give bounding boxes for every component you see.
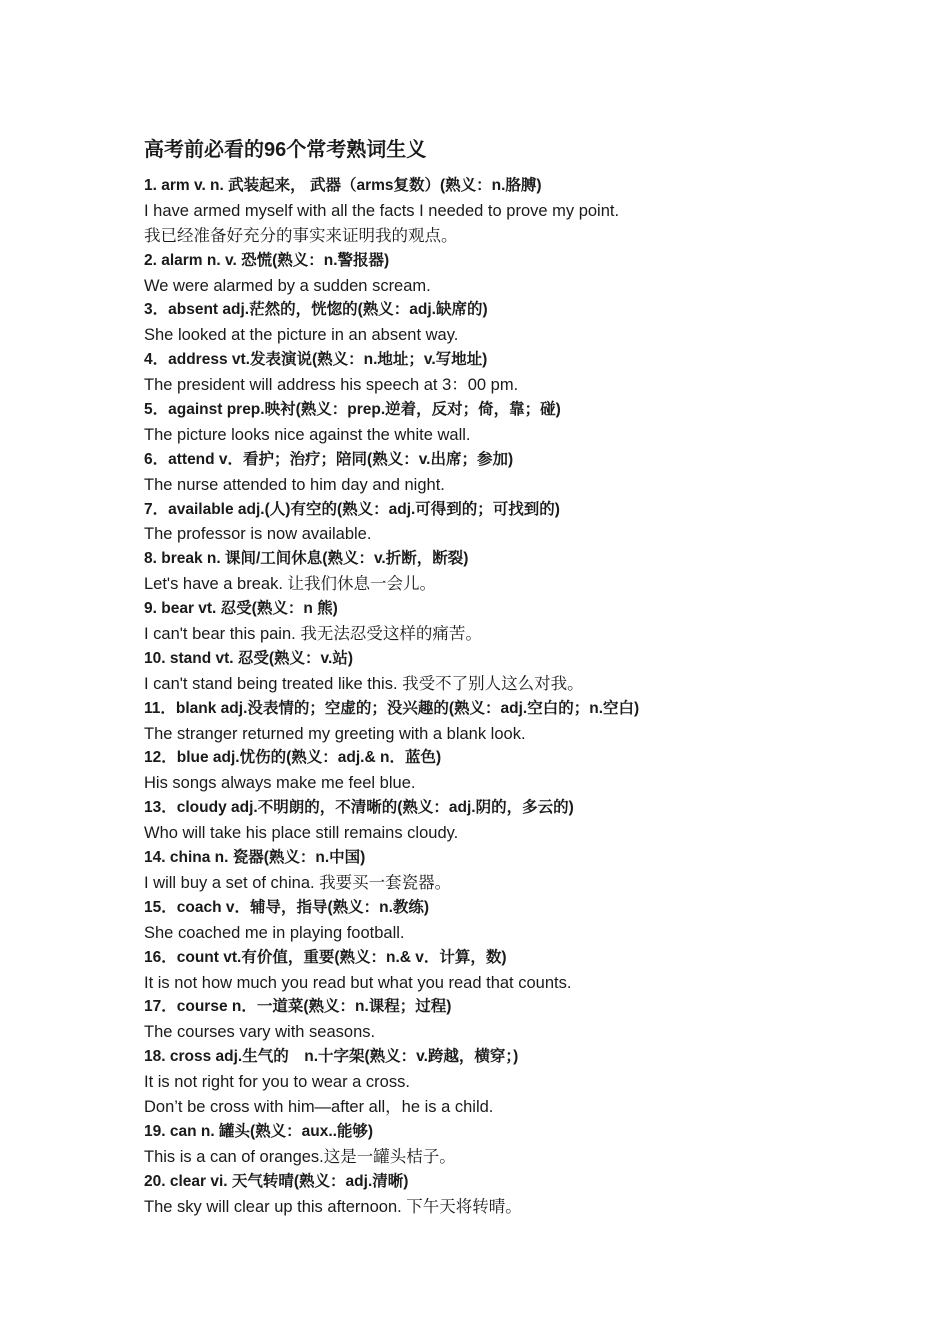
entry-heading: 20. clear vi. 天气转晴(熟义：adj.清晰) (144, 1172, 409, 1190)
entry-heading: 3．absent adj.茫然的，恍惚的(熟义：adj.缺席的) (144, 301, 488, 319)
entry-heading: 19. can n. 罐头(熟义：aux..能够) (144, 1122, 374, 1140)
entry-example: The stranger returned my greeting with a blank look. (144, 724, 526, 743)
entry-heading: 8. break n. 课间/工间休息(熟义：v.折断，断裂) (144, 550, 469, 568)
vocabulary-list (144, 174, 904, 1219)
entry-example: It is not right for you to wear a cross. (144, 1073, 410, 1092)
entry-example: The nurse attended to him day and night. (144, 475, 445, 494)
entry-example: The courses vary with seasons. (144, 1023, 376, 1042)
entry-heading: 15．coach v．辅导，指导(熟义：n.教练) (144, 898, 430, 916)
entry-example: His songs always make me feel blue. (144, 774, 416, 793)
entry-example: The president will address his speech at 3：00 pm. (144, 376, 519, 395)
entry-heading: 4．address vt.发表演说(熟义：n.地址；v.写地址) (144, 351, 488, 369)
document-title: 高考前必看的96个常考熟词生义 (144, 139, 427, 161)
entry-example: I can't stand being treated like this. 我受不了别人这么对我。 (144, 674, 584, 693)
entry-heading: 1. arm v. n. 武装起来， 武器（arms复数）(熟义：n.胳膊) (144, 177, 542, 194)
entry-heading: 7．available adj.(人)有空的(熟义：adj.可得到的；可找到的) (144, 500, 560, 518)
entry-example: I will buy a set of china. 我要买一套瓷器。 (144, 873, 452, 892)
entry-example: I have armed myself with all the facts I needed to prove my point. (144, 201, 620, 220)
entry-heading: 18. cross adj.生气的 n.十字架(熟义：v.跨越，横穿；) (144, 1048, 519, 1066)
entry-heading: 11．blank adj.没表情的；空虚的；没兴趣的(熟义：adj.空白的；n.空白) (144, 699, 640, 717)
entry-heading: 9. bear vt. 忍受(熟义：n 熊) (144, 600, 338, 618)
entry-example: 我已经准备好充分的事实来证明我的观点。 (144, 226, 458, 245)
entry-heading: 6．attend v．看护；治疗；陪同(熟义：v.出席；参加) (144, 450, 514, 468)
entry-example: Who will take his place still remains cloudy. (144, 824, 459, 843)
entry-heading: 12．blue adj.忧伤的(熟义：adj.& n．蓝色) (144, 749, 442, 767)
entry-example: It is not how much you read but what you read that counts. (144, 973, 572, 992)
entry-example: Don’t be cross with him—after all，he is a child. (144, 1097, 494, 1116)
entry-heading: 5．against prep.映衬(熟义：prep.逆着，反对；倚，靠；碰) (144, 401, 561, 419)
entry-example: She looked at the picture in an absent way. (144, 326, 459, 345)
entry-heading: 10. stand vt. 忍受(熟义：v.站) (144, 649, 353, 667)
entry-example: The sky will clear up this afternoon. 下午天将转晴。 (144, 1197, 522, 1216)
entry-heading: 16．count vt.有价值，重要(熟义：n.& v．计算，数) (144, 948, 507, 966)
entry-example: This is a can of oranges.这是一罐头桔子。 (144, 1147, 456, 1166)
entry-example: The picture looks nice against the white wall. (144, 425, 471, 444)
entry-heading: 14. china n. 瓷器(熟义：n.中国) (144, 849, 366, 867)
entry-example: We were alarmed by a sudden scream. (144, 276, 431, 295)
entry-heading: 13．cloudy adj.不明朗的，不清晰的(熟义：adj.阴的，多云的) (144, 799, 574, 817)
entry-heading: 2. alarm n. v. 恐慌(熟义：n.警报器) (144, 251, 390, 269)
entry-example: The professor is now available. (144, 525, 372, 544)
entry-example: She coached me in playing football. (144, 923, 405, 942)
entry-heading: 17．course n．一道菜(熟义：n.课程；过程) (144, 998, 452, 1016)
entry-example: Let's have a break. 让我们休息一会儿。 (144, 575, 436, 594)
entry-example: I can't bear this pain. 我无法忍受这样的痛苦。 (144, 625, 482, 644)
